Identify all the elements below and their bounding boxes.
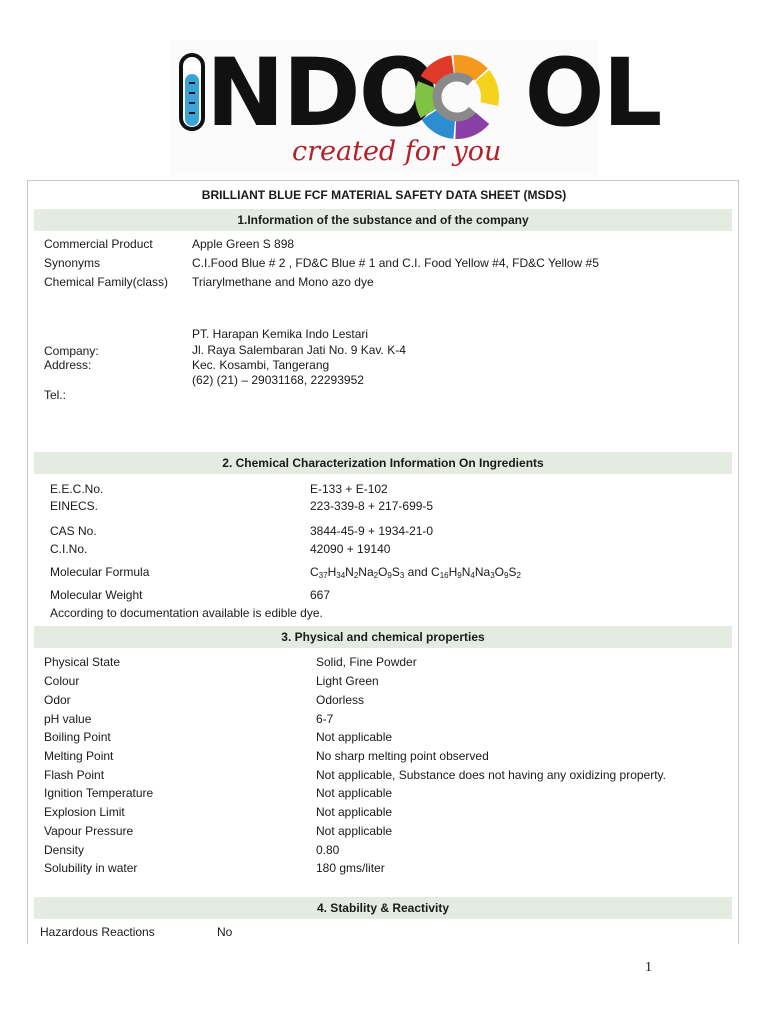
formula-1-count: 34 xyxy=(336,571,346,580)
company-address-line-2: Kec. Kosambi, Tangerang xyxy=(192,358,330,372)
label-chemical-family: Chemical Family(class) xyxy=(44,275,169,289)
label-address: Address: xyxy=(44,358,92,372)
label-commercial-product: Commercial Product xyxy=(44,237,153,251)
label-ph-value: pH value xyxy=(44,712,92,726)
company-phone: (62) (21) – 29031168, 22293952 xyxy=(192,373,364,387)
formula-1-element: C xyxy=(310,565,319,579)
formula-2-element: Na xyxy=(474,565,491,579)
formula-1-count: 9 xyxy=(387,571,392,580)
section-4-heading: 4. Stability & Reactivity xyxy=(34,897,732,919)
value-synonyms: C.I.Food Blue # 2 , FD&C Blue # 1 and C.I. Food Yellow #4, FD&C Yellow #5 xyxy=(192,256,599,270)
formula-2-count: 2 xyxy=(516,571,521,580)
label-hazardous-reactions: Hazardous Reactions xyxy=(40,925,155,939)
label-ignition-temperature: Ignition Temperature xyxy=(44,786,154,800)
value-ph-value: 6-7 xyxy=(316,712,334,726)
value-commercial-product: Apple Green S 898 xyxy=(192,237,295,251)
logo-letters-right: OL xyxy=(524,39,661,148)
section-1-heading: 1.Information of the substance and of the company xyxy=(34,209,732,231)
test-tube-icon xyxy=(178,52,206,136)
label-vapour-pressure: Vapour Pressure xyxy=(44,824,134,838)
label-eec-no: E.E.C.No. xyxy=(50,482,104,496)
value-chemical-family: Triarylmethane and Mono azo dye xyxy=(192,275,374,289)
formula-2-element: O xyxy=(494,565,505,579)
company-name: PT. Harapan Kemika Indo Lestari xyxy=(192,327,369,341)
document-title: BRILLIANT BLUE FCF MATERIAL SAFETY DATA SHEET (MSDS) xyxy=(201,188,567,202)
value-physical-state: Solid, Fine Powder xyxy=(316,655,417,669)
rainbow-c-icon xyxy=(414,54,500,140)
section-2-heading: 2. Chemical Characterization Information On Ingredients xyxy=(34,452,732,474)
value-colour: Light Green xyxy=(316,674,379,688)
value-boiling-point: Not applicable xyxy=(316,730,393,744)
label-tel: Tel.: xyxy=(44,388,67,402)
value-hazardous-reactions: No xyxy=(217,925,233,939)
formula-1-element: O xyxy=(378,565,388,579)
value-eec-no: E-133 + E-102 xyxy=(310,482,388,496)
formula-1-count: 37 xyxy=(318,571,328,580)
value-solubility: 180 gms/liter xyxy=(316,861,385,875)
logo-letters-left: NDO xyxy=(206,39,437,148)
formula-2-count: 3 xyxy=(490,571,495,580)
formula-1-element: H xyxy=(327,565,337,579)
section-3-heading: 3. Physical and chemical properties xyxy=(34,626,732,648)
formula-2-count: 9 xyxy=(457,571,462,580)
page-number: 1 xyxy=(645,960,652,975)
label-molecular-formula: Molecular Formula xyxy=(50,565,150,579)
value-melting-point: No sharp melting point observed xyxy=(316,749,489,763)
formula-2-element: N xyxy=(461,565,471,579)
formula-2-count: 16 xyxy=(439,571,449,580)
value-einecs: 223-339-8 + 217-699-5 xyxy=(310,499,434,513)
formula-2-element: H xyxy=(448,565,458,579)
formula-1-count: 2 xyxy=(353,571,359,580)
label-boiling-point: Boiling Point xyxy=(44,730,111,744)
formula-1-count: 2 xyxy=(373,571,379,580)
edible-dye-note: According to documentation available is edible dye. xyxy=(50,606,323,620)
label-melting-point: Melting Point xyxy=(44,749,114,763)
label-ci-no: C.I.No. xyxy=(50,542,88,556)
value-molecular-formula xyxy=(310,565,521,579)
label-synonyms: Synonyms xyxy=(44,256,101,270)
value-ci-no: 42090 + 19140 xyxy=(310,542,391,556)
formula-2-count: 9 xyxy=(504,571,509,580)
label-physical-state: Physical State xyxy=(44,655,121,669)
formula-1-element: Na xyxy=(358,565,374,579)
indocol-logo xyxy=(170,39,661,175)
value-molecular-weight: 667 xyxy=(310,588,331,602)
label-colour: Colour xyxy=(44,674,80,688)
label-explosion-limit: Explosion Limit xyxy=(44,805,125,819)
label-solubility: Solubility in water xyxy=(44,861,138,875)
value-flash-point: Not applicable, Substance does not having any oxidizing property. xyxy=(316,768,666,782)
label-odor: Odor xyxy=(44,693,71,707)
label-density: Density xyxy=(44,843,85,857)
value-vapour-pressure: Not applicable xyxy=(316,824,393,838)
label-flash-point: Flash Point xyxy=(44,768,105,782)
formula-conjunction: and xyxy=(404,565,432,579)
formula-2-element: C xyxy=(431,565,440,579)
value-ignition-temperature: Not applicable xyxy=(316,786,393,800)
value-cas-no: 3844-45-9 + 1934-21-0 xyxy=(310,524,434,538)
formula-1-element: S xyxy=(391,565,400,579)
label-einecs: EINECS. xyxy=(50,499,99,513)
label-company: Company: xyxy=(44,344,99,358)
formula-2-count: 4 xyxy=(470,571,475,580)
label-molecular-weight: Molecular Weight xyxy=(50,588,143,602)
value-explosion-limit: Not applicable xyxy=(316,805,393,819)
formula-2-element: S xyxy=(508,565,517,579)
formula-1-element: N xyxy=(345,565,354,579)
logo-tagline: created for you xyxy=(292,136,502,167)
label-cas-no: CAS No. xyxy=(50,524,97,538)
value-odor: Odorless xyxy=(316,693,365,707)
value-density: 0.80 xyxy=(316,843,340,857)
formula-1-count: 3 xyxy=(399,571,405,580)
company-address-line-1: Jl. Raya Salembaran Jati No. 9 Kav. K-4 xyxy=(192,343,406,357)
